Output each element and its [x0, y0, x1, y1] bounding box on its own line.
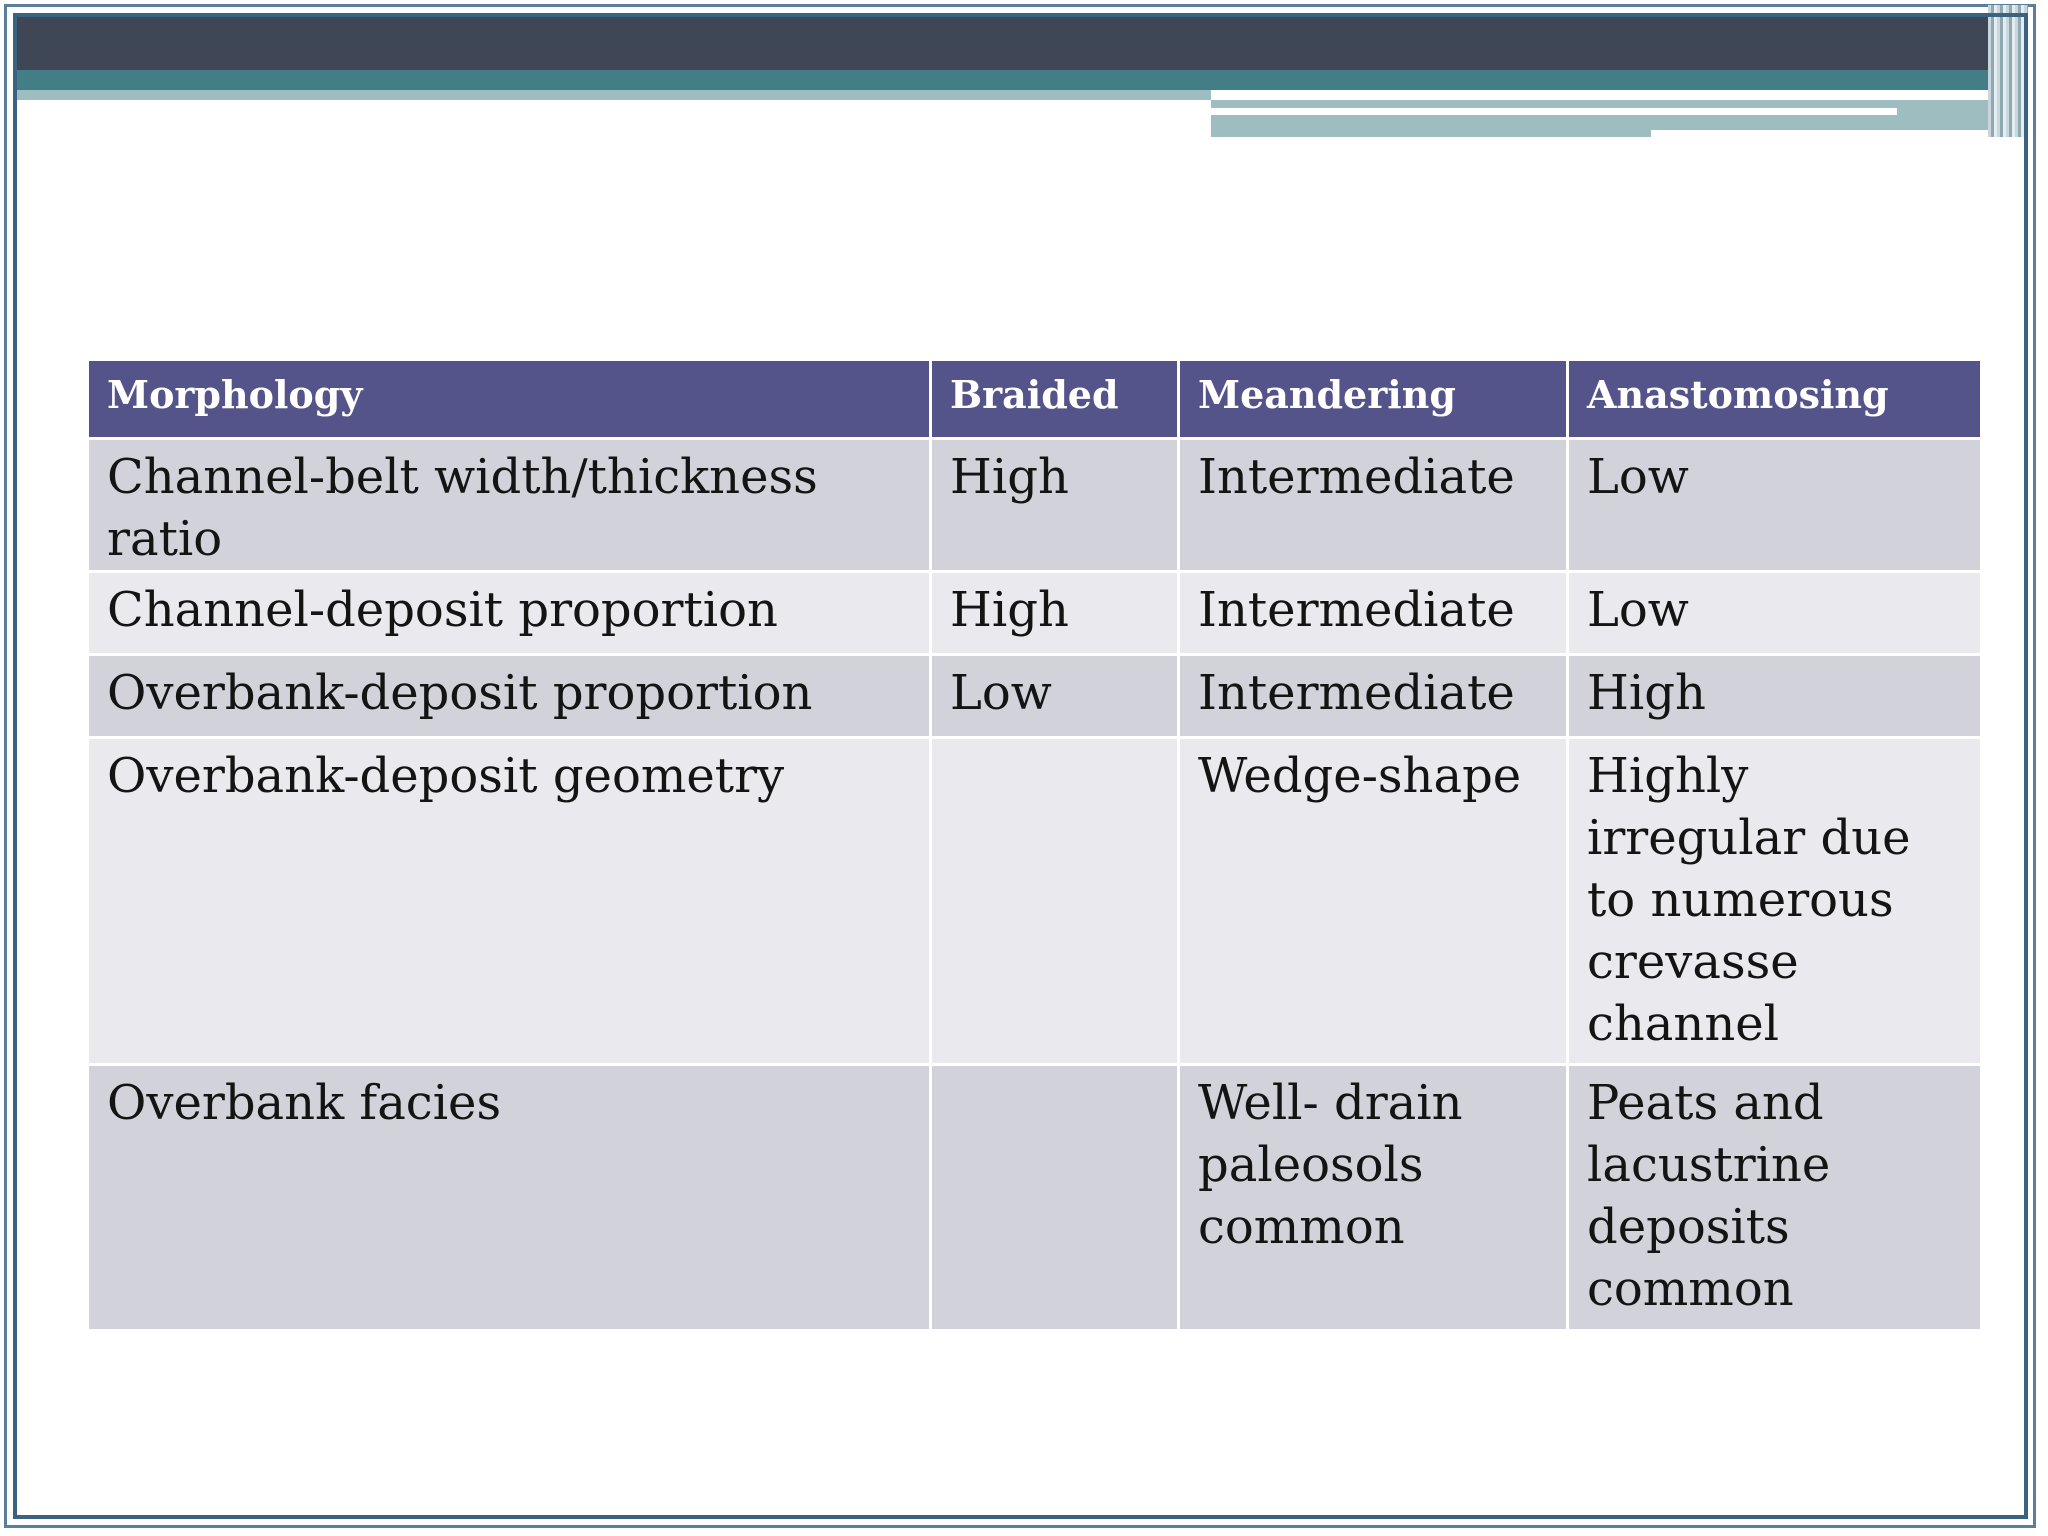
cell-anastomosing: Low — [1568, 572, 1982, 655]
cell-braided — [931, 738, 1179, 1065]
header-anastomosing: Anastomosing — [1568, 360, 1982, 439]
cell-anastomosing: Low — [1568, 439, 1982, 572]
cell-braided: High — [931, 439, 1179, 572]
cell-anastomosing: Peats and lacustrine deposits common — [1568, 1065, 1982, 1331]
cell-morphology: Overbank facies — [88, 1065, 931, 1331]
table-header-row — [88, 360, 1982, 439]
header-braided: Braided — [931, 360, 1179, 439]
table-row — [88, 572, 1982, 655]
comparison-table — [86, 358, 1983, 1332]
cell-anastomosing: High — [1568, 655, 1982, 738]
cell-anastomosing: Highly irregular due to numerous crevasse channel — [1568, 738, 1982, 1065]
cell-braided: Low — [931, 655, 1179, 738]
header-meandering: Meandering — [1179, 360, 1568, 439]
cell-meandering: Wedge-shape — [1179, 738, 1568, 1065]
cell-meandering: Intermediate — [1179, 572, 1568, 655]
table-row — [88, 738, 1982, 1065]
cell-braided: High — [931, 572, 1179, 655]
table-row — [88, 1065, 1982, 1331]
cell-morphology: Channel-belt width/thickness ratio — [88, 439, 931, 572]
table-row — [88, 655, 1982, 738]
cell-meandering: Intermediate — [1179, 655, 1568, 738]
cell-meandering: Well- drain paleosols common — [1179, 1065, 1568, 1331]
cell-morphology: Overbank-deposit proportion — [88, 655, 931, 738]
cell-morphology: Channel-deposit proportion — [88, 572, 931, 655]
cell-morphology: Overbank-deposit geometry — [88, 738, 931, 1065]
cell-braided — [931, 1065, 1179, 1331]
header-morphology: Morphology — [88, 360, 931, 439]
cell-meandering: Intermediate — [1179, 439, 1568, 572]
table-row — [88, 439, 1982, 572]
